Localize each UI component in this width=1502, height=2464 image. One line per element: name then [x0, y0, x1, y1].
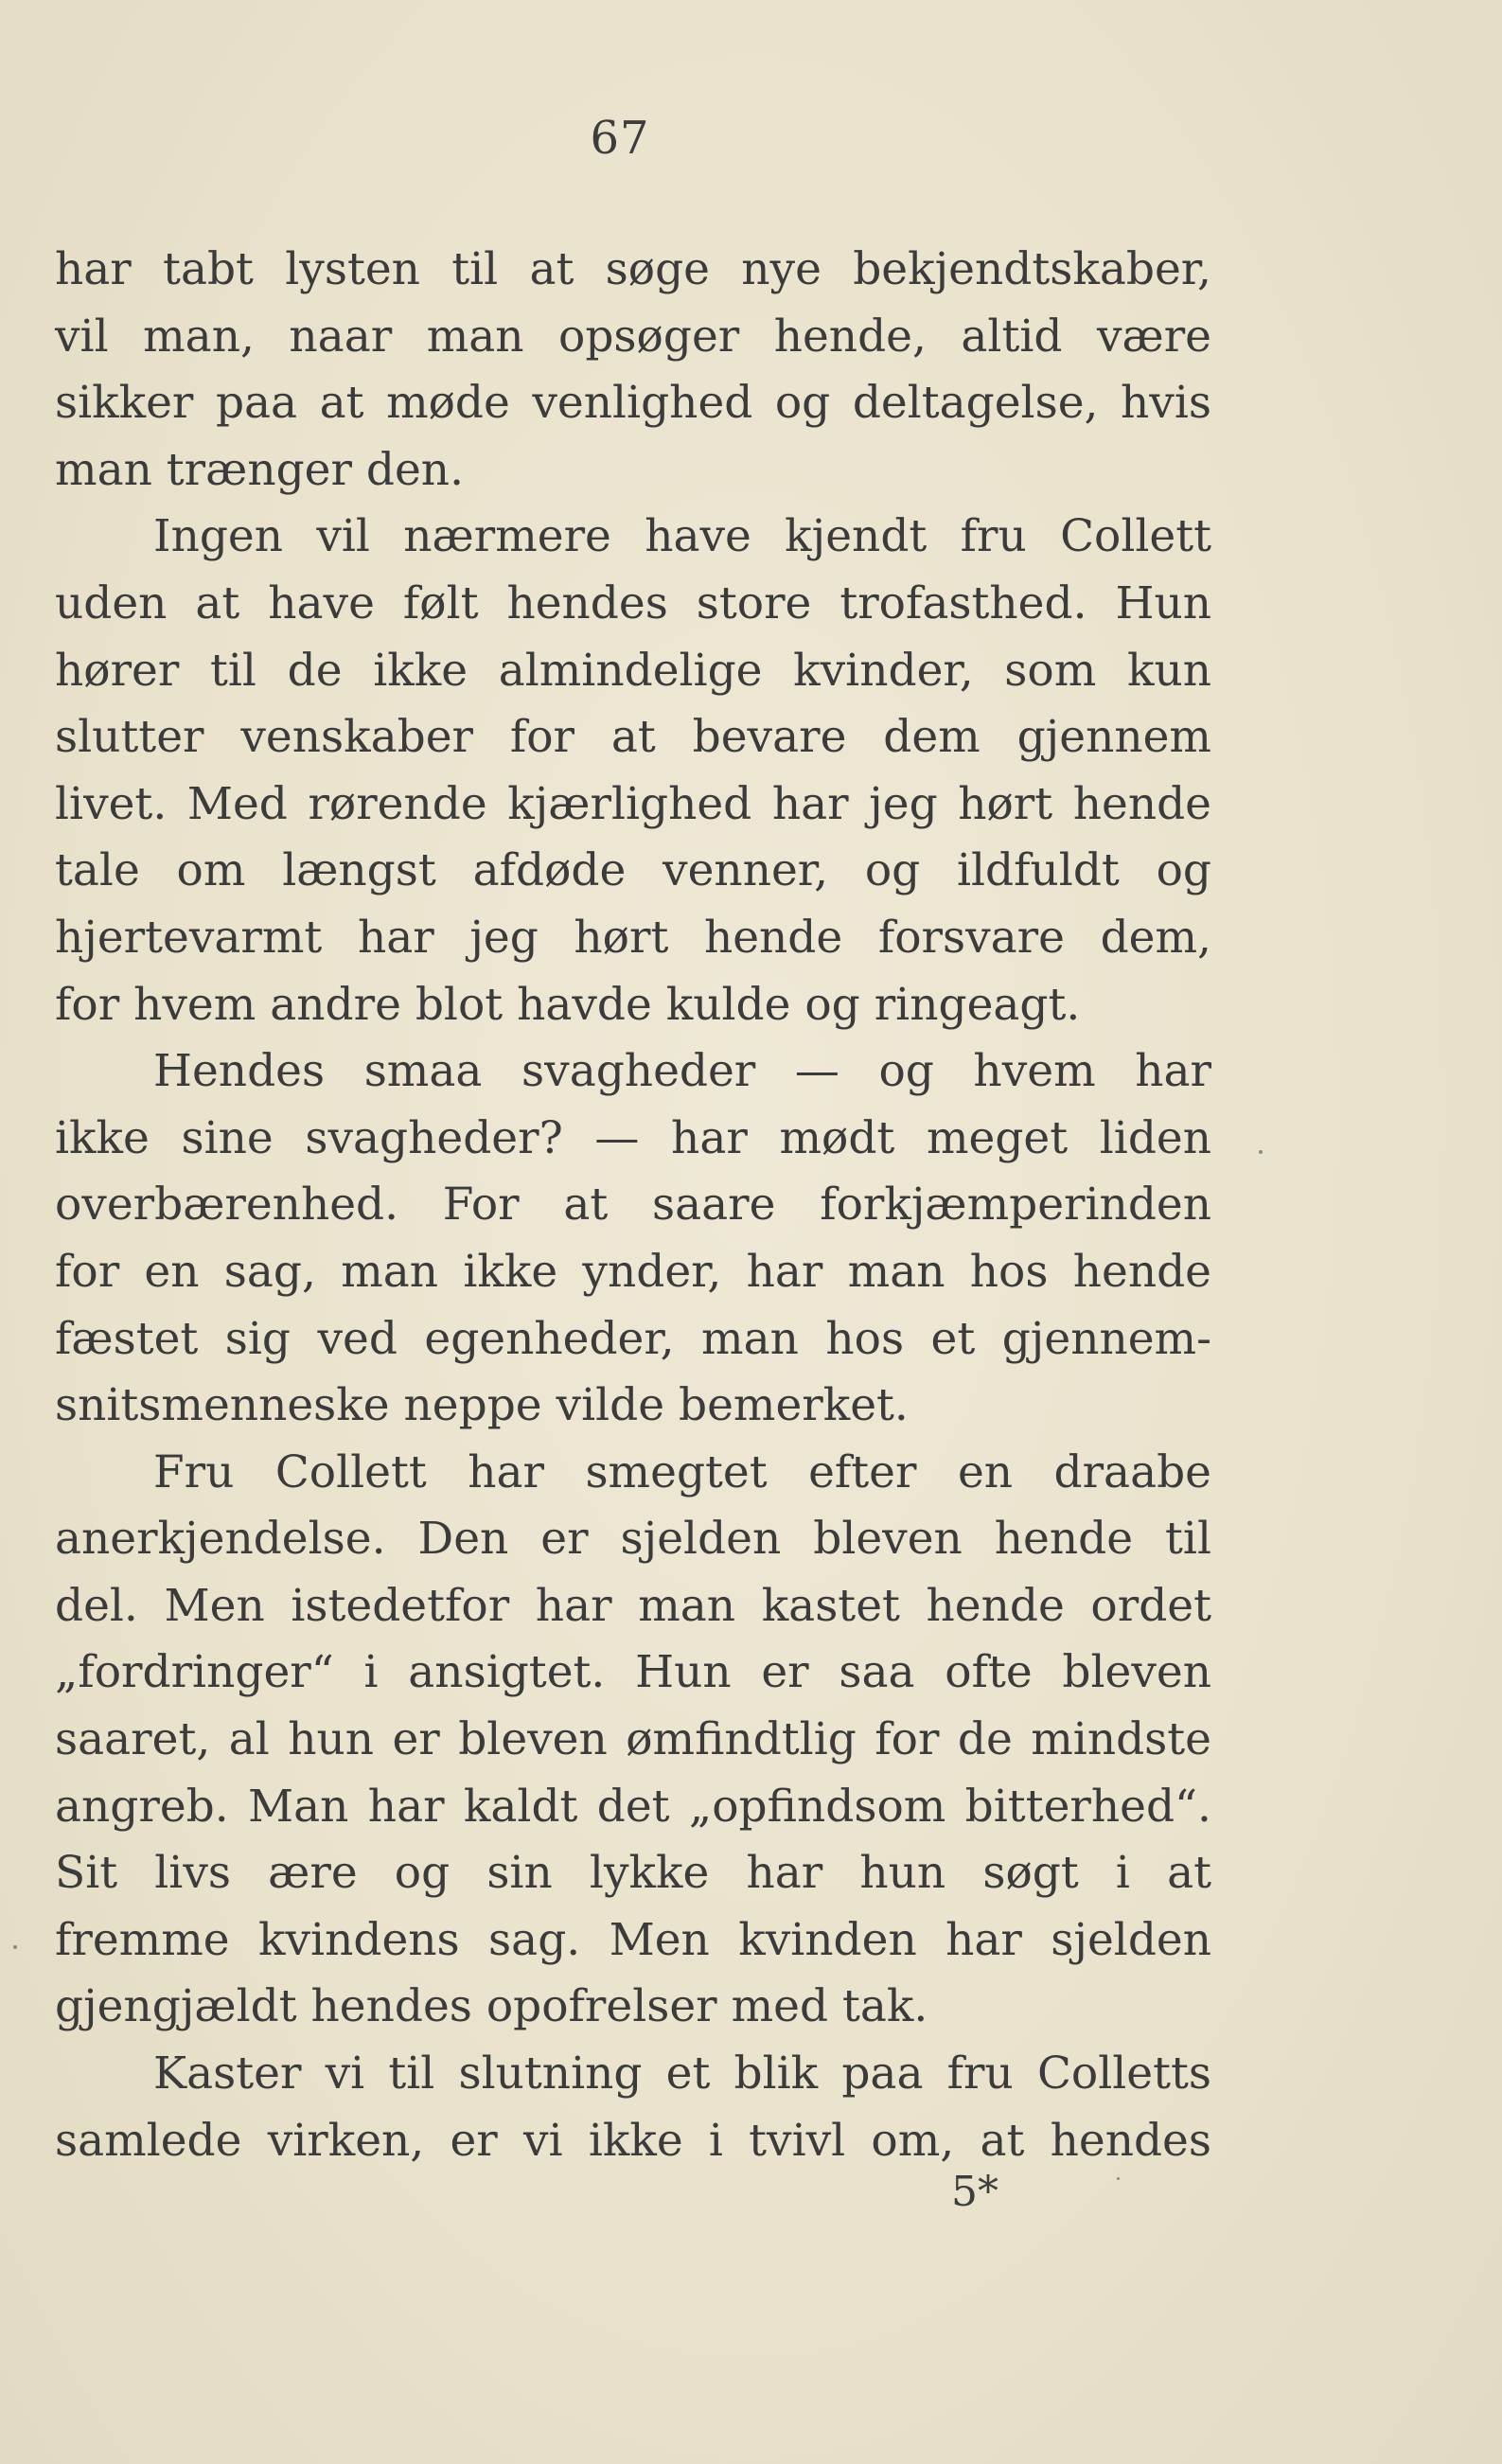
speck: [1259, 1150, 1263, 1154]
text-line: samlede virken, er vi ikke i tvivl om, at hendes: [55, 2114, 1211, 2167]
speck: [1117, 2177, 1120, 2180]
page-number: 67: [590, 112, 650, 165]
text-line: „fordringer“ i ansigtet. Hun er saa ofte bleven: [55, 1646, 1211, 1699]
text-line: angreb. Man har kaldt det „opfindsom bitterhed“.: [55, 1780, 1211, 1833]
text-line: Sit livs ære og sin lykke har hun søgt i at: [55, 1847, 1211, 1900]
text-line: Fru Collett har smegtet efter en draabe: [153, 1445, 1211, 1498]
text-line: Ingen vil nærmere have kjendt fru Collett: [153, 510, 1211, 563]
text-line: hjertevarmt har jeg hørt hende forsvare dem,: [55, 911, 1211, 964]
text-line: for en sag, man ikke ynder, har man hos hende: [55, 1245, 1211, 1298]
text-line: man trænger den.: [55, 443, 465, 496]
text-line: gjengjældt hendes opofrelser med tak.: [55, 1980, 928, 2033]
text-line: anerkjendelse. Den er sjelden bleven hende til: [55, 1513, 1211, 1566]
text-line: vil man, naar man opsøger hende, altid være: [55, 310, 1211, 363]
text-line: del. Men istedetfor har man kastet hende ordet: [55, 1579, 1211, 1632]
text-line: saaret, al hun er bleven ømfindtlig for de mindste: [55, 1713, 1211, 1766]
text-line: Hendes smaa svagheder — og hvem har: [153, 1045, 1211, 1098]
text-line: snitsmenneske neppe vilde bemerket.: [55, 1379, 909, 1432]
body-text: [55, 237, 1211, 2174]
text-line: sikker paa at møde venlighed og deltagelse, hvis: [55, 377, 1211, 430]
text-line: hører til de ikke almindelige kvinder, som kun: [55, 644, 1211, 697]
text-line: Kaster vi til slutning et blik paa fru Colletts: [153, 2047, 1211, 2101]
text-line: fremme kvindens sag. Men kvinden har sjelden: [55, 1913, 1211, 1966]
text-line: fæstet sig ved egenheder, man hos et gjennem-: [55, 1312, 1211, 1365]
text-line: ikke sine svagheder? — har mødt meget liden: [55, 1111, 1211, 1164]
text-line: for hvem andre blot havde kulde og ringeagt.: [55, 978, 1081, 1031]
text-line: uden at have følt hendes store trofasthed. Hun: [55, 576, 1211, 629]
signature-mark: 5*: [951, 2168, 998, 2216]
text-line: tale om længst afdøde venner, og ildfuldt og: [55, 844, 1211, 897]
text-line: livet. Med rørende kjærlighed har jeg hørt hende: [55, 777, 1211, 830]
text-line: har tabt lysten til at søge nye bekjendtskaber,: [55, 243, 1211, 295]
text-line: overbærenhed. For at saare forkjæmperinden: [55, 1179, 1211, 1232]
speck: [13, 1945, 17, 1949]
text-line: slutter venskaber for at bevare dem gjennem: [55, 711, 1211, 764]
